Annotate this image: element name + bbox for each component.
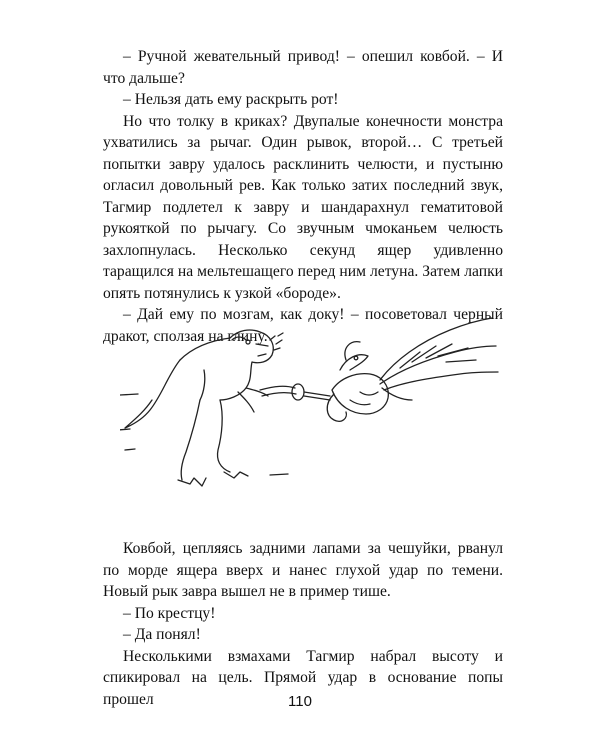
text-block-bottom (103, 538, 503, 710)
page-number: 110 (288, 693, 312, 710)
paragraph: – Ручной жевательный привод! – опешил ковбой. – И что дальше? (103, 48, 503, 87)
paragraph: – По крестцу! (123, 604, 216, 622)
paragraph: – Дай ему по мозгам, как доку! – посоветовал черный дракот, сползая на глину. (103, 306, 503, 345)
dinosaur-dragon-illustration (120, 300, 500, 520)
paragraph: Ковбой, цепляясь задними лапами за чешуйки, рванул по морде ящера вверх и нанес глухой удар по темени. Новый рык завра вышел не в пример тише. (103, 540, 503, 600)
paragraph: – Да понял! (123, 626, 201, 643)
paragraph: Несколькими взмахами Тагмир набрал высоту и спикировал на цель. Прямой удар в основание попы прошел (103, 647, 503, 708)
paragraph: – Нельзя дать ему раскрыть рот! (123, 91, 339, 108)
paragraph: Но что толку в криках? Двупалые конечности монстра ухватились за рычаг. Один рывок, второй… С третьей попытки завру удалось расклинить челюсти, и пустыню огласил довольный рев. Как только затих последний звук, Тагмир подлетел к завру и шандарахнул гематитовой рукояткой по рычагу. Со звучным чмоканьем челюсть захлопнулась. Несколько секунд ящер удивленно таращился на мельтешащего перед ним летуна. Затем лапки опять потянулись к узкой «бороде». (103, 112, 503, 302)
